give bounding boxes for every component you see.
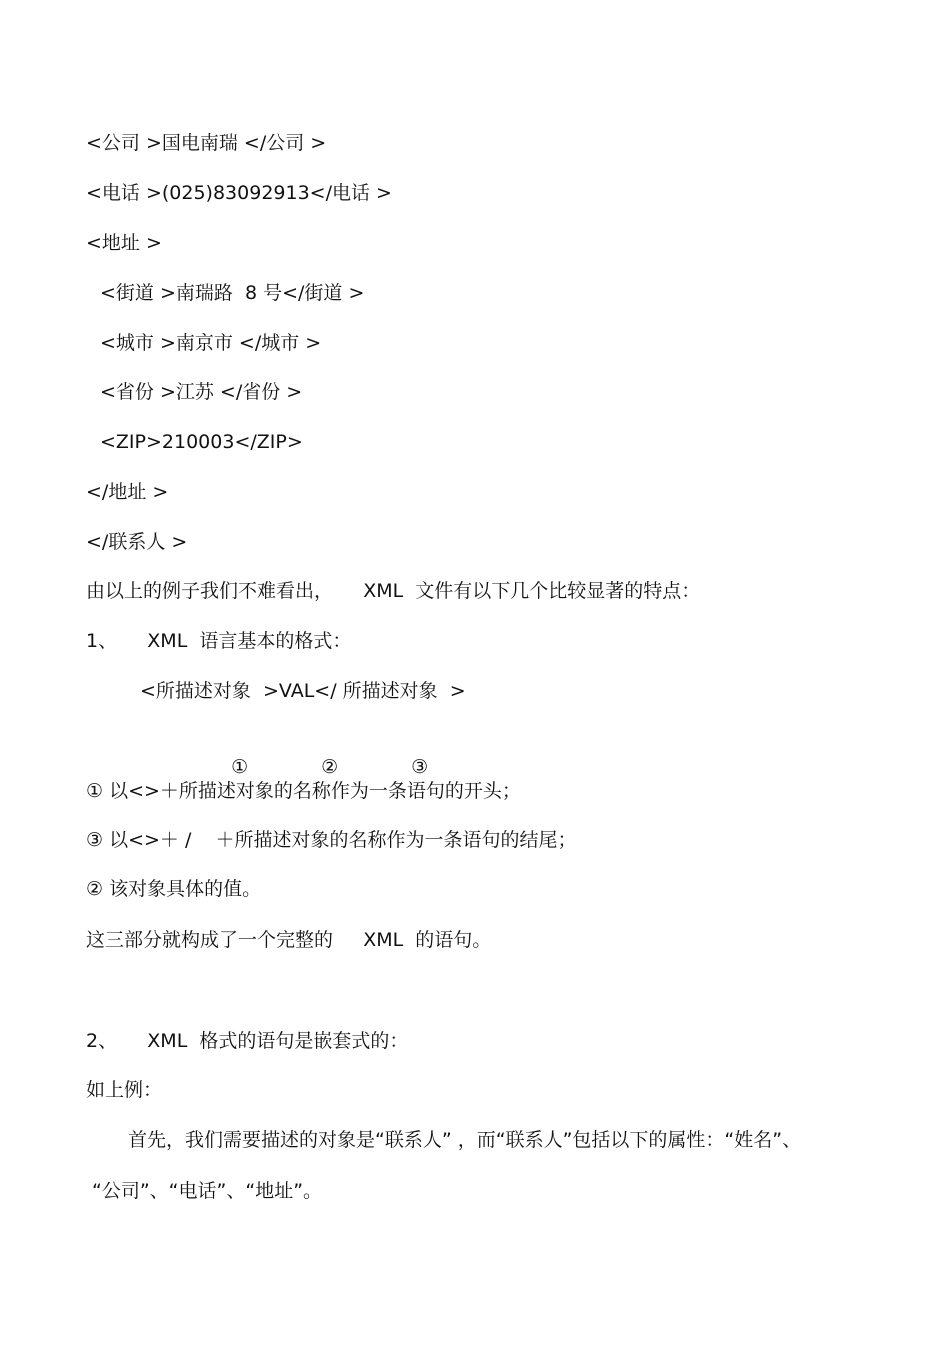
xml-line-phone: <电话 >(025)83092913</电话 > (86, 182, 392, 204)
xml-line-address-close: </地址 > (86, 481, 169, 503)
xml-line-city: <城市 >南京市 </城市 > (100, 332, 322, 354)
summary-text: 这三部分就构成了一个完整的 XML 的语句。 (86, 929, 492, 951)
xml-line-street: <街道 >南瑞路 8 号</街道 > (100, 282, 365, 304)
explanation-1: ① 以<>＋所描述对象的名称作为一条语句的开头； (86, 780, 521, 802)
example-label: 如上例： (86, 1079, 163, 1101)
format-line: <所描述对象 >VAL</ 所描述对象 > (140, 680, 466, 702)
point2-heading: 2、 XML 格式的语句是嵌套式的： (86, 1030, 409, 1052)
xml-line-province: <省份 >江苏 </省份 > (100, 381, 303, 403)
point1-heading: 1、 XML 语言基本的格式： (86, 630, 352, 652)
mark-3: ③ (411, 756, 429, 778)
mark-2: ② (321, 756, 339, 778)
paragraph-line-1: 首先，我们需要描述的对象是“联系人” ，而“联系人”包括以下的属性：“姓名”、 (128, 1129, 802, 1151)
mark-1: ① (231, 756, 249, 778)
xml-line-contact-close: </联系人 > (86, 531, 188, 553)
intro-text: 由以上的例子我们不难看出， XML 文件有以下几个比较显著的特点： (86, 580, 701, 602)
paragraph-line-2: “公司”、“电话”、“地址”。 (92, 1180, 323, 1202)
xml-line-address-open: <地址 > (86, 232, 162, 254)
xml-line-zip: <ZIP>210003</ZIP> (100, 431, 303, 453)
explanation-3: ③ 以<>＋ / ＋所描述对象的名称作为一条语句的结尾； (86, 829, 577, 851)
xml-line-company: <公司 >国电南瑞 </公司 > (86, 132, 327, 154)
explanation-2: ② 该对象具体的值。 (86, 878, 262, 900)
